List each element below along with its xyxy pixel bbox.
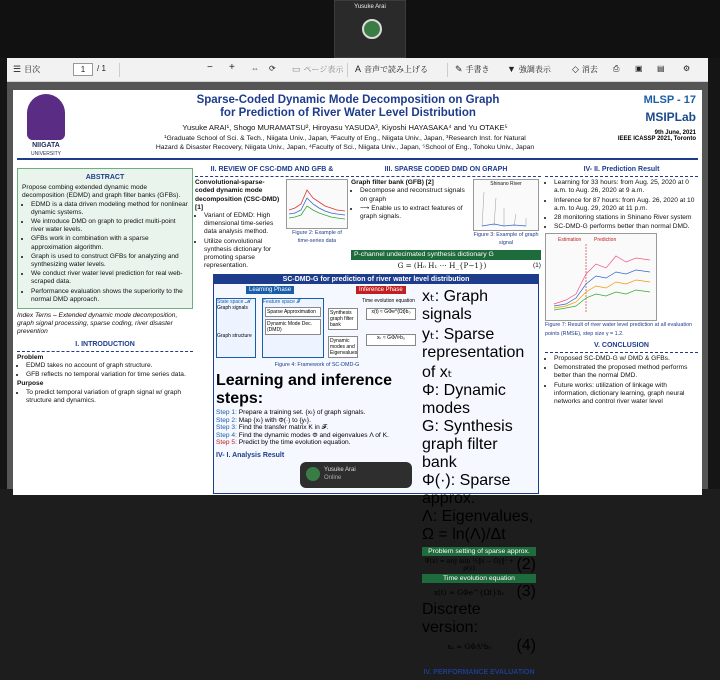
page-icon: ▭ — [292, 64, 301, 74]
divider — [347, 63, 348, 77]
step-item — [216, 439, 418, 446]
erase-button[interactable]: ◇ 消去 — [572, 64, 598, 74]
draw-button[interactable]: ✎ 手書き — [455, 64, 490, 74]
authors: Yusuke ARAI¹, Shogo MURAMATSU², Hiroyasu YASUDA³, Kiyoshi HAYASAKA⁴ and Yu OTAKE⁵ — [182, 123, 508, 132]
poster-header-right — [606, 94, 696, 142]
read-aloud-button[interactable]: A 音声で読み上げる — [355, 64, 429, 74]
poster-date: 9th June, 2021 — [654, 130, 696, 136]
list-item: • Variant of EDMD: High dimensional time-series data analysis method. — [204, 212, 283, 237]
list-item: • ⟶ Enable us to extract features of graph signals. — [360, 205, 469, 221]
step-item — [216, 408, 418, 416]
list-item: • Graph is used to construct GFBs for analyzing and synthesizing water levels. — [31, 253, 188, 269]
list-item: • We introduce DMD on graph to predict multi-point river water levels. — [31, 218, 188, 234]
rotate-icon[interactable]: ⟳ — [269, 64, 276, 73]
definition-item: yₜ: Sparse representation of xₜ — [422, 326, 525, 381]
header-rule — [17, 158, 698, 160]
avatar — [306, 467, 320, 481]
step-item — [216, 416, 418, 424]
framework-diagram: Learning Phase Inference Phase State space 𝓜 Graph signals Graph structure Feature space 𝓕 Sparse Approximation Dynamic Mode Dec.(DMD) Synthesis graph filter bank Dynamic modes and Eigenvalues Time evolution equation x(t) ≈ GΦe^{Ωt}b₀ xₖ ≈ GΦΛᵏb₀ — [217, 287, 415, 356]
poster-id: MLSP - 17 — [643, 94, 696, 106]
left-edge — [0, 58, 7, 489]
list-item: • Learning for 33 hours: from Aug. 25, 2020 at 0 a.m. to Aug. 26, 2020 at 9 a.m. — [554, 179, 698, 195]
print-icon[interactable]: ⎙ — [613, 64, 620, 73]
eraser-icon: ◇ — [572, 64, 579, 74]
participant-name: Yusuke Arai — [354, 4, 386, 10]
page-number-input[interactable]: 1 — [73, 63, 93, 76]
index-terms: Index Terns – Extended dynamic mode decomposition, graph signal processing, sparse coding, river disaster prevention — [17, 312, 178, 336]
equation-1: G = (H₀ H₁ ⋯ H_{P−1}) — [397, 260, 487, 270]
abstract-list — [22, 201, 188, 304]
list-item: • Future works: utilization of linkage with information, dictionary learning, graph neural networks and control river water level — [554, 382, 698, 407]
definition-item: xₜ: Graph signals — [422, 288, 489, 323]
step-label: Step 3: — [216, 424, 237, 431]
university-seal — [27, 94, 65, 140]
speaker-icon: A — [355, 64, 362, 74]
right-edge — [708, 58, 720, 489]
list-item: • Proposed SC-DMD-G w/ DMD & GFBs. — [554, 355, 698, 363]
list-item: • We conduct river water level prediction for real web-scraped data. — [31, 270, 188, 286]
list-item: • 28 monitoring stations in Shinano River system — [554, 214, 698, 222]
zoom-in-button[interactable]: + — [229, 62, 235, 73]
rmse-chart: Estimation Prediction — [545, 233, 657, 321]
graph-signal-plot — [474, 188, 538, 230]
poster-title: Sparse-Coded Dynamic Mode Decomposition on Graph for Prediction of River Water Level Distribution — [196, 94, 500, 119]
step-item — [216, 432, 418, 439]
steps-list — [216, 408, 418, 446]
poster-page — [13, 90, 702, 676]
pchannel-band: P-channel undecimated synthesis dictionary G — [351, 250, 541, 260]
settings-icon[interactable]: ⚙ — [683, 64, 691, 73]
time-series-figure — [286, 179, 348, 229]
column-4: IV- II. Prediction Result • Learning for 33 hours: from Aug. 25, 2020 at 0 a.m. to Aug. 26, 2020 at 9 a.m. • Inference for 87 hours: from Aug. 26, 2020 at 10 a.m. to Aug. 29, 2020 at 11 p.m. • 28 monitoring stations in Shinano River system • SC-DMD-G performs better than normal DMD. Estimation Prediction Figure 7: Result of river water level prediction at all evaluation points (RMSE), step size γ = 1.2. V. CONCLUSION • Proposed SC-DMD-G w/ DMD & GFBs. • Demonstrated the proposed method performs better than the normal DMD. • Future works: utilization of linkage with information, dictionary learning, graph neural networks and control river water level — [545, 164, 698, 407]
step-text: Find the dynamic modes Φ and eigenvalues Λ of K. — [238, 432, 389, 439]
list-item: • Inference for 87 hours: from Aug. 26, 2020 at 10 a.m. to Aug. 29, 2020 at 11 p.m. — [554, 197, 698, 213]
list-item: • Utilize convolutional synthesis dictionary for promoting sparse representation. — [204, 238, 283, 271]
definition-item: G: Synthesis graph filter bank — [422, 418, 513, 471]
list-item: • Decompose and reconstruct signals on graph — [360, 187, 469, 203]
equation-4: xₖ ≈ GΦΛᵏb₀ — [447, 641, 492, 651]
pdf-viewer[interactable] — [7, 82, 708, 676]
problem-list — [17, 362, 193, 379]
gfb-list — [351, 187, 469, 221]
prediction-list — [545, 179, 698, 231]
definitions-list — [422, 286, 536, 544]
step-text: Find the transfer matrix K in 𝓕. — [238, 424, 329, 431]
step-text: Map {xₜ} with Φ(·) to {yₜ}. — [238, 417, 311, 424]
meeting-top-bar — [0, 0, 720, 58]
equation-3: x(t) ≈ GΦe^{Ωt}b₀ — [433, 587, 505, 597]
list-item: • SC-DMD-G performs better than normal DMD. — [554, 223, 698, 231]
definition-item: Φ(·): Sparse approx. — [422, 472, 511, 507]
save-icon[interactable]: ▣ — [635, 64, 643, 73]
divider — [447, 63, 448, 77]
university-logo: NIIGATA UNIVERSITY — [21, 94, 71, 166]
definition-item: Λ: Eigenvalues, Ω = ln(Λ)/Δt — [422, 508, 534, 543]
list-item: • EDMD takes no account of graph structure. — [26, 362, 193, 370]
highlight-button[interactable]: ▼ 強調表示 — [507, 64, 551, 74]
scdmdg-box: SC-DMD-G for prediction of river water level distribution Learning Phase Inference Phase State space 𝓜 Graph signals Graph structure Feature space 𝓕 Sparse Approximation Dynamic Mode Dec.(DMD) Synthesis graph filter bank Dynamic modes and Eigenvalues Time evolution equation x(t) ≈ GΦe^{Ωt}b₀ xₖ ≈ GΦΛᵏb₀ Figure 4: Framework of SC-DMD-G Learning and inference steps: Step 1: Prepare a training set. {xₜ} of graph signals. Step 2: Map {xₜ} with Φ(·) to {yₜ}. Step 3: Find the transfer matrix K in 𝓕. Step 4: Find the dynamic modes Φ and eigenvalues Λ of K. Step 5: Predict by the time evolution equation. IV- I. Analysis Result xₜ: Graph signals yₜ: Sparse representation of xₜ Φ: Dynamic modes G: Synthesis graph filter bank Φ(·): Sparse approx. Λ: Eigenvalues, Ω = ln(Λ)/Δt Problem setting of sparse approx. Ψ(x) = arg min ½‖x − Gy‖² + ρ(y) (2) Time evolution equation x(t) ≈ GΦe^{Ωt}b₀ (3) Discrete version: xₖ ≈ GΦΛᵏb₀ (4) IV. PERFORMANCE EVALUATION — [213, 274, 539, 494]
abstract-box: ABSTRACT Propose combing extended dynamic mode decomposition (EDMD) and graph filter banks (GFBs). • EDMD is a data driven modeling method for nonlinear dynamic systems. • We introduce DMD on graph to predict multi-point river water levels. • GFBs work in combination with a sparse approximation algorithm. • Graph is used to construct GFBs for analyzing and synthesizing water levels. • We conduct river water level prediction for real web-scraped data. • Performance evaluation shows the superiority to the normal DMD approach. — [17, 168, 193, 309]
zoom-out-button[interactable]: − — [207, 62, 213, 73]
page-view-button[interactable]: ▭ ページ表示 — [292, 64, 344, 74]
graph-signal-figure: Shinano River — [473, 179, 539, 231]
step-text: Prepare a training set. {xₜ} of graph signals. — [238, 409, 366, 416]
column-2: II. REVIEW OF CSC-DMD AND GFB & Convolutional-sparse-coded dynamic mode decomposition (CSC-DMD) [1] • Variant of EDMD: High dimensional time-series data analysis method. • Utilize convolutional synthesis dictionary for promoting sparse representation. Figure 2: Example of time-series data — [195, 164, 349, 271]
fit-page-icon[interactable]: ⇔ — [251, 64, 259, 73]
list-item: • Performance evaluation shows the superiority to the normal DMD approach. — [31, 288, 188, 304]
step-label: Step 2: — [216, 417, 237, 424]
time-series-plot — [287, 180, 347, 228]
participant-video-tile[interactable] — [334, 0, 406, 58]
step-text: Predict by the time evolution equation. — [238, 439, 351, 446]
step-label: Step 1: — [216, 409, 237, 416]
highlighter-icon: ▼ — [507, 64, 516, 74]
equation-2: Ψ(x) = arg min ½‖x − Gy‖² + ρ(y) — [424, 558, 514, 572]
lab-logo: MSIPLab — [645, 110, 696, 124]
participant-pill[interactable]: Yusuke Arai Online — [300, 462, 412, 488]
rmse-plot — [546, 234, 656, 320]
list-item: • GFB reflects no temporal variation for time series data. — [26, 371, 193, 379]
csc-list — [195, 212, 283, 270]
save-as-icon[interactable]: ▤ — [657, 64, 665, 73]
list-item: • To predict temporal variation of graph signal w/ graph structure and dynamics. — [26, 389, 193, 405]
column-1: ABSTRACT Propose combing extended dynamic mode decomposition (EDMD) and graph filter banks (GFBs). • EDMD is a data driven modeling method for nonlinear dynamic systems. • We introduce DMD on graph to predict multi-point river water levels. • GFBs work in combination with a sparse approximation algorithm. • Graph is used to construct GFBs for analyzing and synthesizing water levels. • We conduct river water level prediction for real web-scraped data. • Performance evaluation shows the superiority to the normal DMD approach. Index Terns – Extended dynamic mode decomposition, graph signal processing, sparse coding, river disaster prevention I. INTRODUCTION Problem • EDMD takes no account of graph structure. • GFB reflects no temporal variation for time series data. Purpose • To predict temporal variation of graph signal w/ graph structure and dynamics. — [17, 164, 193, 406]
divider — [119, 63, 120, 77]
page-total: / 1 — [97, 64, 106, 73]
step-label: Step 5: — [216, 439, 237, 446]
purpose-list — [17, 389, 193, 405]
step-label: Step 4: — [216, 432, 237, 439]
list-item: • EDMD is a data driven modeling method for nonlinear dynamic systems. — [31, 201, 188, 217]
conference: IEEE ICASSP 2021, Toronto — [617, 136, 696, 142]
toc-button[interactable]: ☰ 目次 — [13, 64, 41, 74]
pen-icon: ✎ — [455, 64, 463, 74]
definition-item: Φ: Dynamic modes — [422, 382, 506, 417]
column-3: III. SPARSE CODED DMD ON GRAPH Graph filter bank (GFB) [2] • Decompose and reconstruct signals on graph • ⟶ Enable us to extract features of graph signals. Shinano River Figure 3: Example of graph signal P-channel undecimated synthesis dictionary G G = (H₀ H₁ ⋯ H_{P−1}) (1) — [351, 164, 541, 272]
pdf-toolbar — [7, 58, 708, 82]
list-item: • Demonstrated the proposed method performs better than the normal DMD. — [554, 364, 698, 380]
list-item: • GFBs work in combination with a sparse approximation algorithm. — [31, 235, 188, 251]
avatar — [362, 19, 382, 39]
conclusion-list — [545, 355, 698, 406]
step-item — [216, 424, 418, 432]
list-icon: ☰ — [13, 64, 22, 74]
affiliations: ¹Graduate School of Sci. & Tech., Niigata Univ., Japan, ²Faculty of Eng., Niigata Univ., Japan, ³Research Inst. for Natural Hazard & Disaster Recovery, Niigata Univ., Japan, ⁴Faculty of Sci., Niigata Univ., Japan, ⁵School of Eng., Tohoku Univ., Japan — [155, 135, 535, 151]
